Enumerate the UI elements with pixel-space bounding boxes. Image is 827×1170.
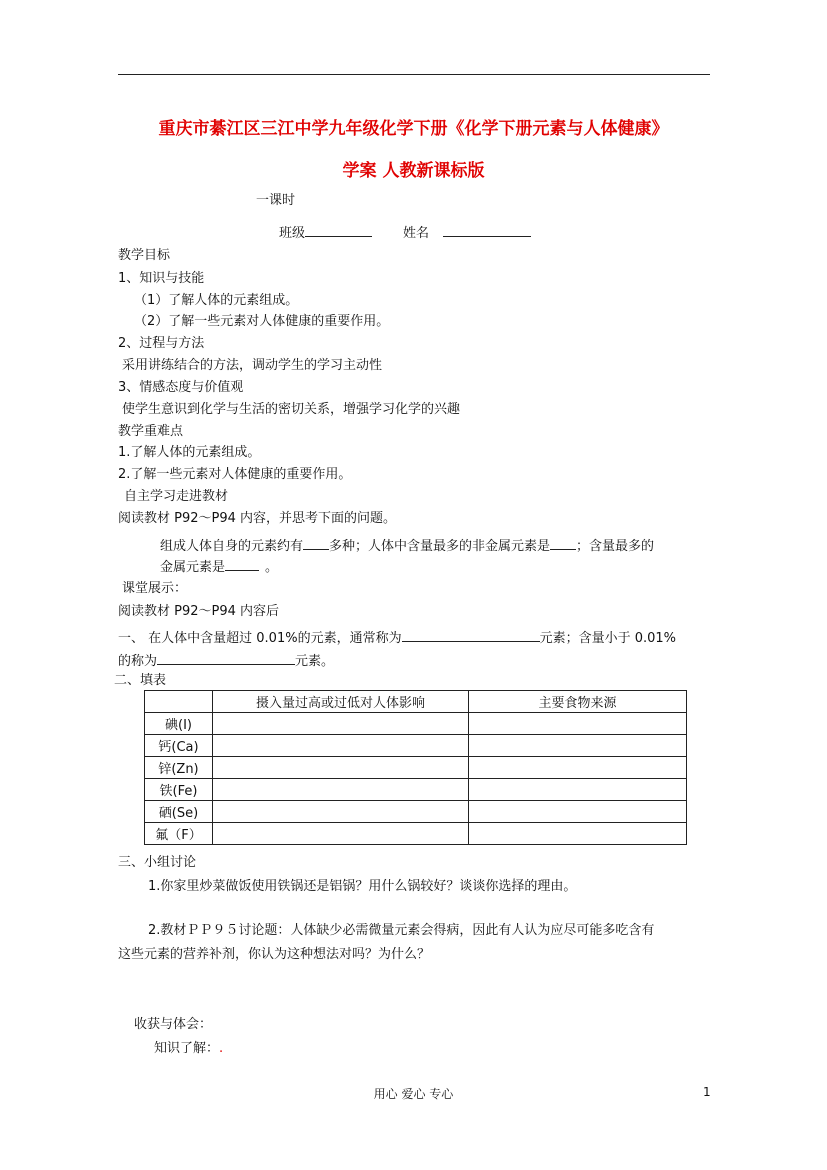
element-cell: 硒(Se)	[145, 801, 213, 823]
table-header-effect: 摄入量过高或过低对人体影响	[213, 691, 469, 713]
footer-motto: 用心 爱心 专心	[373, 1087, 454, 1101]
question-1-line2: 金属元素是 。	[160, 556, 278, 577]
table-row	[145, 735, 687, 757]
page-number: 1	[703, 1085, 711, 1099]
class-blank[interactable]	[305, 222, 372, 237]
discussion-question-1: 1.你家里炒菜做饭使用铁锅还是铝锅？用什么锅较好？谈谈你选择的理由。	[148, 879, 577, 894]
table-header-row	[145, 691, 687, 713]
header-rule	[118, 74, 710, 75]
effect-cell[interactable]	[213, 757, 469, 779]
element-cell: 锌(Zn)	[145, 757, 213, 779]
key-point-2: 2.了解一些元素对人体健康的重要作用。	[118, 467, 352, 482]
class-show-heading: 课堂展示：	[122, 581, 188, 596]
effect-cell[interactable]	[213, 735, 469, 757]
class-label: 班级	[279, 226, 306, 241]
effect-cell[interactable]	[213, 801, 469, 823]
element-cell: 碘(I)	[145, 713, 213, 735]
section-1-line2: 的称为 元素。	[118, 650, 334, 671]
effect-cell[interactable]	[213, 779, 469, 801]
lesson-label: 一课时	[256, 193, 296, 208]
reflection-heading: 收获与体会：	[134, 1017, 213, 1032]
effect-cell[interactable]	[213, 823, 469, 845]
macro-element-blank[interactable]	[402, 627, 540, 642]
self-study-heading: 自主学习走进教材	[124, 489, 229, 504]
goal-process: 2、过程与方法	[118, 336, 205, 351]
name-blank[interactable]	[443, 222, 531, 237]
key-heading: 教学重难点	[118, 424, 184, 439]
table-row	[145, 779, 687, 801]
table-header-food: 主要食物来源	[469, 691, 687, 713]
food-cell[interactable]	[469, 801, 687, 823]
table-header-element	[145, 691, 213, 713]
food-cell[interactable]	[469, 735, 687, 757]
knowledge-dot: .	[219, 1041, 224, 1056]
goals-heading: 教学目标	[118, 248, 171, 263]
name-field[interactable]	[403, 222, 531, 243]
goal-process-a: 采用讲练结合的方法，调动学生的学习主动性	[122, 358, 383, 373]
section-3-heading: 三、小组讨论	[118, 855, 197, 870]
knowledge-label: 知识了解：	[154, 1041, 220, 1056]
effect-cell[interactable]	[213, 713, 469, 735]
name-label: 姓名	[403, 226, 430, 241]
knowledge-line	[154, 1040, 223, 1058]
metal-blank[interactable]	[225, 556, 259, 571]
element-cell: 铁(Fe)	[145, 779, 213, 801]
discussion-question-2-line1: 2.教材ＰＰ９５讨论题：人体缺少必需微量元素会得病，因此有人认为应尽可能多吃含有	[148, 923, 655, 938]
element-cell: 钙(Ca)	[145, 735, 213, 757]
goal-attitude-a: 使学生意识到化学与生活的密切关系，增强学习化学的兴趣	[122, 402, 461, 417]
class-field[interactable]	[279, 222, 372, 243]
reading-instruction-1: 阅读教材 P92～P94 内容，并思考下面的问题。	[118, 511, 397, 526]
goal-knowledge-a: （1）了解人体的元素组成。	[134, 293, 299, 308]
reading-instruction-2: 阅读教材 P92～P94 内容后	[118, 604, 280, 619]
section-1-line1: 一、 在人体中含量超过 0.01%的元素，通常称为 元素；含量小于 0.01%	[118, 627, 676, 648]
table-row	[145, 823, 687, 845]
table-row	[145, 801, 687, 823]
element-table	[144, 690, 687, 845]
nonmetal-blank[interactable]	[550, 535, 576, 550]
document-title: 重庆市綦江区三江中学九年级化学下册《化学下册元素与人体健康》	[158, 119, 669, 139]
trace-element-blank[interactable]	[157, 650, 295, 665]
goal-knowledge: 1、知识与技能	[118, 271, 205, 286]
document-subtitle: 学案 人教新课标版	[342, 161, 485, 181]
key-point-1: 1.了解人体的元素组成。	[118, 445, 261, 460]
food-cell[interactable]	[469, 823, 687, 845]
goal-attitude: 3、情感态度与价值观	[118, 380, 244, 395]
element-count-blank[interactable]	[303, 535, 329, 550]
food-cell[interactable]	[469, 779, 687, 801]
table-row	[145, 713, 687, 735]
food-cell[interactable]	[469, 713, 687, 735]
food-cell[interactable]	[469, 757, 687, 779]
element-cell: 氟（F）	[145, 823, 213, 845]
goal-knowledge-b: （2）了解一些元素对人体健康的重要作用。	[134, 314, 390, 329]
question-1-line1: 组成人体自身的元素约有 多种；人体中含量最多的非金属元素是 ；含量最多的	[160, 535, 654, 556]
section-2-heading: 二、填表	[114, 673, 167, 688]
discussion-question-2-line2: 这些元素的营养补剂，你认为这种想法对吗？为什么？	[118, 947, 431, 962]
table-row	[145, 757, 687, 779]
